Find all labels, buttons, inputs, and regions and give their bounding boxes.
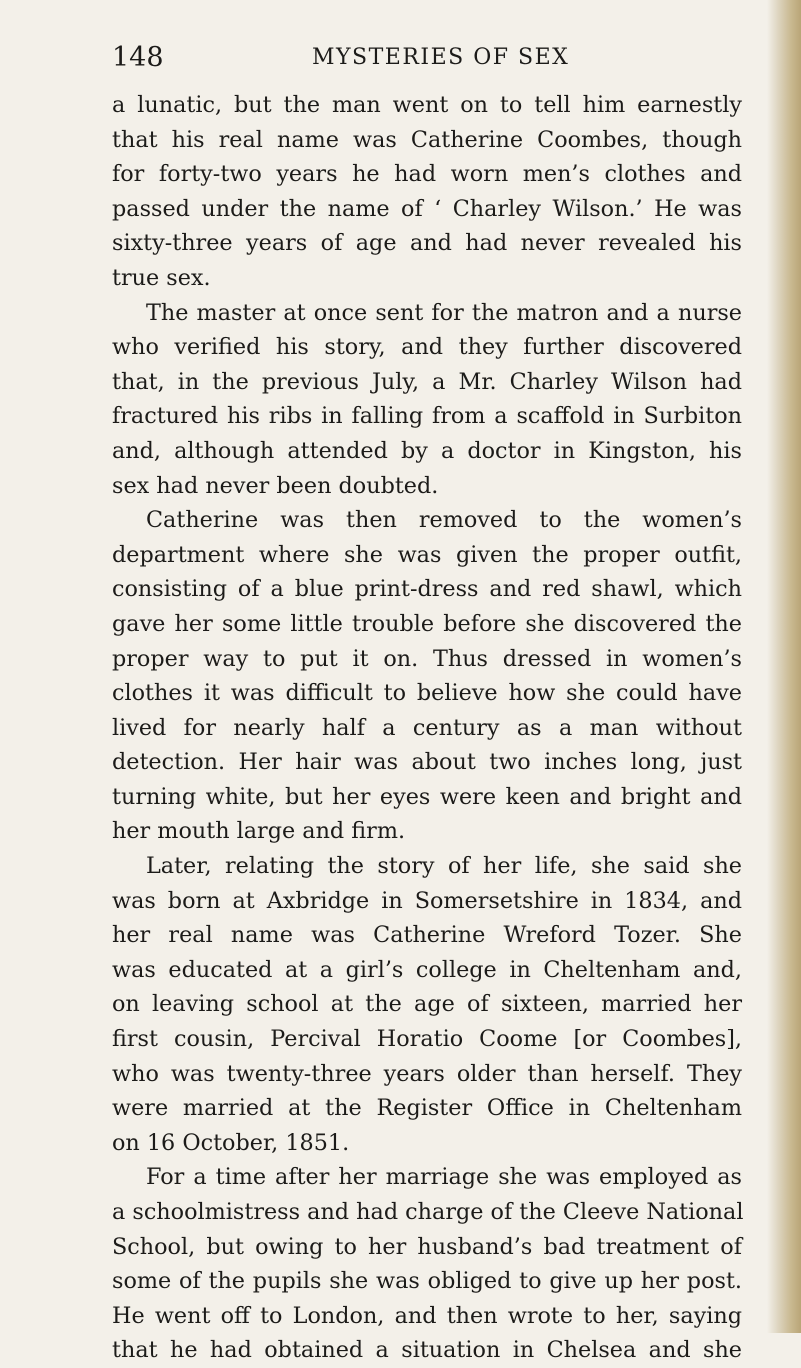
text-line: School, but owing to her husband’s bad treatment of: [112, 1233, 742, 1260]
text-line: and, although attended by a doctor in Kingston, his: [112, 437, 742, 464]
text-line: a lunatic, but the man went on to tell him earnestly: [112, 92, 742, 118]
text-line: gave her some little trouble before she discovered the: [112, 610, 742, 637]
text-line: was born at Axbridge in Somersetshire in 1834, and: [112, 887, 742, 914]
text-line: who verified his story, and they further discovered: [112, 334, 742, 361]
text-line: a schoolmistress and had charge of the Cleeve National: [112, 1199, 744, 1225]
text-line: consisting of a blue print-dress and red shawl, which: [112, 576, 742, 603]
page-number: 148: [112, 42, 164, 73]
text-line: sex had never been doubted.: [112, 472, 439, 499]
body-text: [112, 88, 742, 1368]
paragraph-start-line: Catherine was then removed to the women’s: [146, 507, 742, 534]
text-line: her real name was Catherine Wreford Tozer. She: [112, 922, 742, 949]
paragraph-start-line: Later, relating the story of her life, she said she: [146, 853, 742, 880]
text-line: for forty-two years he had worn men’s clothes and: [112, 161, 742, 188]
paragraph-start-line: For a time after her marriage she was employed as: [146, 1164, 742, 1191]
text-line: that his real name was Catherine Coombes, though: [112, 126, 742, 153]
text-line: passed under the name of ‘ Charley Wilson.’ He was: [112, 195, 742, 222]
page-header: [112, 38, 732, 78]
text-line: first cousin, Percival Horatio Coome [or Coombes],: [112, 1026, 742, 1053]
text-line: turning white, but her eyes were keen and bright and: [112, 783, 742, 810]
text-line: clothes it was difficult to believe how she could have: [112, 680, 742, 707]
text-line: were married at the Register Office in Cheltenham: [112, 1095, 742, 1122]
text-line: department where she was given the proper outfit,: [112, 541, 742, 568]
running-head: MYSTERIES OF SEX: [312, 45, 570, 70]
text-line: detection. Her hair was about two inches long, just: [112, 749, 742, 776]
text-line: was educated at a girl’s college in Cheltenham and,: [112, 956, 742, 983]
paragraph-start-line: The master at once sent for the matron and a nurse: [146, 299, 742, 326]
text-line: sixty-three years of age and had never revealed his: [112, 230, 742, 257]
text-line: fractured his ribs in falling from a scaffold in Surbiton: [112, 403, 742, 430]
text-line: on 16 October, 1851.: [112, 1129, 350, 1156]
text-line: that he had obtained a situation in Chelsea and she: [112, 1337, 742, 1364]
text-line: true sex.: [112, 264, 211, 291]
text-line: some of the pupils she was obliged to give up her post.: [112, 1268, 742, 1295]
text-line: her mouth large and firm.: [112, 818, 406, 845]
text-line: on leaving school at the age of sixteen, married her: [112, 991, 742, 1018]
page-edge-shadow: [767, 0, 801, 1333]
text-line: lived for nearly half a century as a man without: [112, 714, 742, 741]
text-line: He went off to London, and then wrote to her, saying: [112, 1302, 742, 1329]
text-line: that, in the previous July, a Mr. Charley Wilson had: [112, 368, 742, 395]
text-line: proper way to put it on. Thus dressed in women’s: [112, 645, 742, 672]
text-line: who was twenty-three years older than herself. They: [112, 1060, 742, 1087]
